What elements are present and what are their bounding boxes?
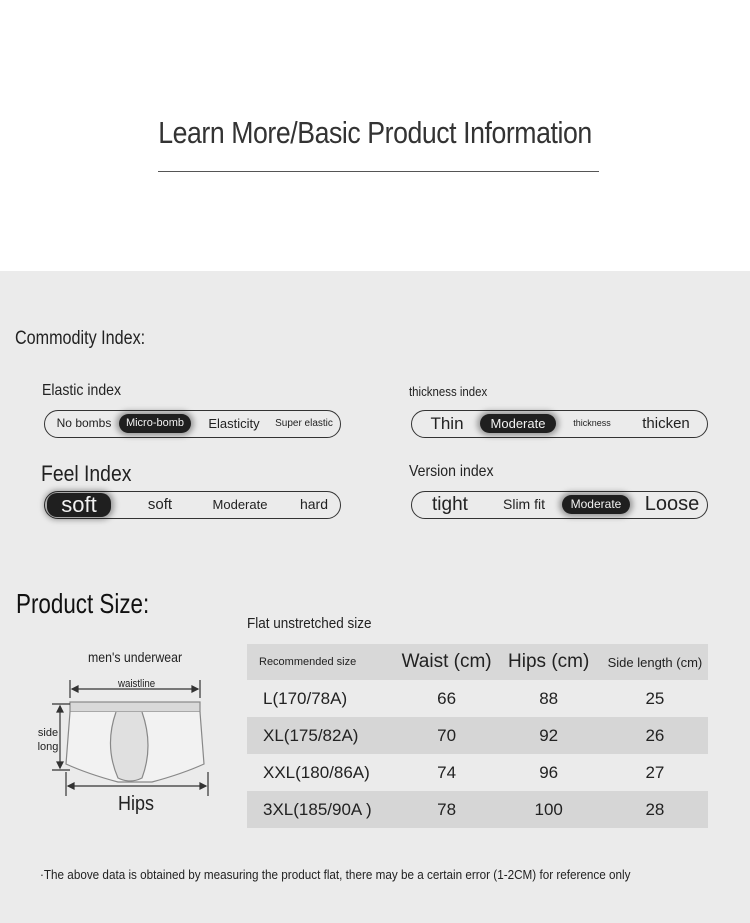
version-index-label: Version index — [409, 463, 494, 480]
version-option-loose: Loose — [644, 493, 700, 515]
table-row — [247, 791, 708, 828]
feel-option-soft-selected: soft — [47, 493, 111, 517]
hips-cell: 88 — [539, 688, 559, 708]
side-length-cell: 26 — [602, 717, 708, 754]
product-size-title: Product Size: — [16, 588, 150, 619]
thickness-index-label: thickness index — [409, 384, 488, 399]
table-caption: Flat unstretched size — [247, 615, 372, 632]
table-header-row — [247, 644, 708, 680]
side-length-cell: 28 — [602, 791, 708, 828]
elastic-option-micro-bomb: Micro-bomb — [119, 414, 191, 433]
title-divider — [158, 171, 599, 172]
elastic-option-elasticity: Elasticity — [208, 416, 260, 431]
header-recommended-size: Recommended size — [247, 644, 398, 680]
version-option-slim-fit: Slim fit — [503, 496, 545, 512]
table-row — [247, 754, 708, 791]
feel-option-soft: soft — [147, 496, 173, 513]
elastic-index-scale — [44, 410, 341, 438]
size-cell: L(170/78A) — [263, 688, 348, 708]
hips-cell: 96 — [539, 762, 559, 782]
waist-cell: 78 — [398, 791, 496, 828]
feel-option-moderate: Moderate — [212, 497, 268, 512]
waist-cell: 66 — [437, 688, 457, 708]
feel-index-label: Feel Index — [41, 461, 132, 486]
thickness-option-thicken: thicken — [642, 415, 690, 432]
header-waist: Waist (cm) — [398, 644, 496, 680]
table-row — [247, 717, 708, 754]
header-side-length: Side length (cm) — [602, 644, 708, 680]
measurement-note: ·The above data is obtained by measuring the product flat, there may be a certain error (1-2CM) for reference only — [40, 867, 631, 882]
thickness-option-moderate: Moderate — [480, 414, 556, 433]
elastic-index-label: Elastic index — [42, 382, 122, 399]
size-cell: XXL(180/86A) — [263, 762, 370, 782]
thickness-option-thin: Thin — [430, 414, 464, 433]
commodity-index-title: Commodity Index: — [15, 328, 146, 349]
side-length-cell: 27 — [645, 762, 665, 782]
elastic-option-no-bombs: No bombs — [56, 416, 112, 430]
page-title: Learn More/Basic Product Information — [158, 115, 592, 150]
waist-cell: 74 — [437, 762, 457, 782]
diagram-title: men's underwear — [88, 649, 183, 665]
hips-cell: 100 — [496, 791, 602, 828]
size-cell: 3XL(185/90A ) — [247, 791, 398, 828]
table-row — [247, 680, 708, 717]
thickness-option-thickness: thickness — [573, 418, 611, 428]
version-option-tight: tight — [432, 494, 468, 515]
waist-cell: 70 — [398, 717, 496, 754]
hips-label: Hips — [118, 793, 155, 815]
side-long-label: side long — [37, 727, 59, 753]
thickness-index-scale — [411, 410, 708, 438]
version-index-scale — [411, 491, 708, 519]
feel-index-scale — [44, 491, 341, 519]
feel-option-hard: hard — [299, 496, 329, 512]
hips-cell: 92 — [496, 717, 602, 754]
header-hips: Hips (cm) — [496, 644, 602, 680]
version-option-moderate: Moderate — [562, 495, 630, 514]
side-length-cell: 25 — [645, 688, 665, 708]
waistline-label: waistline — [118, 678, 156, 690]
elastic-option-super-elastic: Super elastic — [275, 418, 333, 429]
size-table — [247, 644, 708, 828]
header-section — [0, 0, 750, 271]
size-cell: XL(175/82A) — [247, 717, 398, 754]
